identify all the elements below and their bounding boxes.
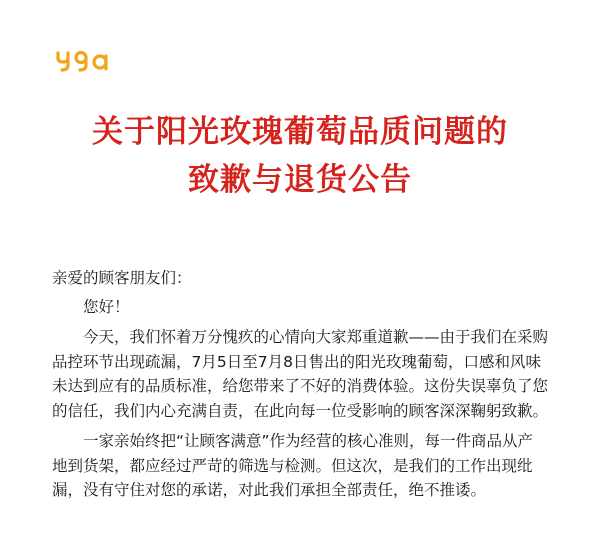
greeting: 您好！	[83, 297, 130, 316]
announcement-title-line-1: 关于阳光玫瑰葡萄品质问题的	[92, 114, 508, 150]
letter-body	[52, 266, 548, 509]
paragraph-apology: 今天，我们怀着万分愧疚的心情向大家郑重道歉——由于我们在采购品控环节出现疏漏，7月5日至7月8日售出的阳光玫瑰葡萄，口感和风味未达到应有的品质标准，给您带来了不好的消费体验。这份失误辜负了您的信任，我们内心充满自责，在此向每一位受影响的顾客深深鞠躬致歉。	[52, 328, 549, 420]
salutation: 亲爱的顾客朋友们：	[52, 269, 192, 287]
announcement-title-line-2: 致歉与退货公告	[188, 162, 412, 198]
paragraph-commitment: 一家亲始终把“让顾客满意”作为经营的核心准则，每一件商品从产地到货架，都应经过严苛的筛选与检测。但这次，是我们的工作出现纰漏，没有守住对您的承诺，对此我们承担全部责任，绝不推诿。	[52, 432, 534, 499]
brand-logo	[55, 46, 113, 74]
